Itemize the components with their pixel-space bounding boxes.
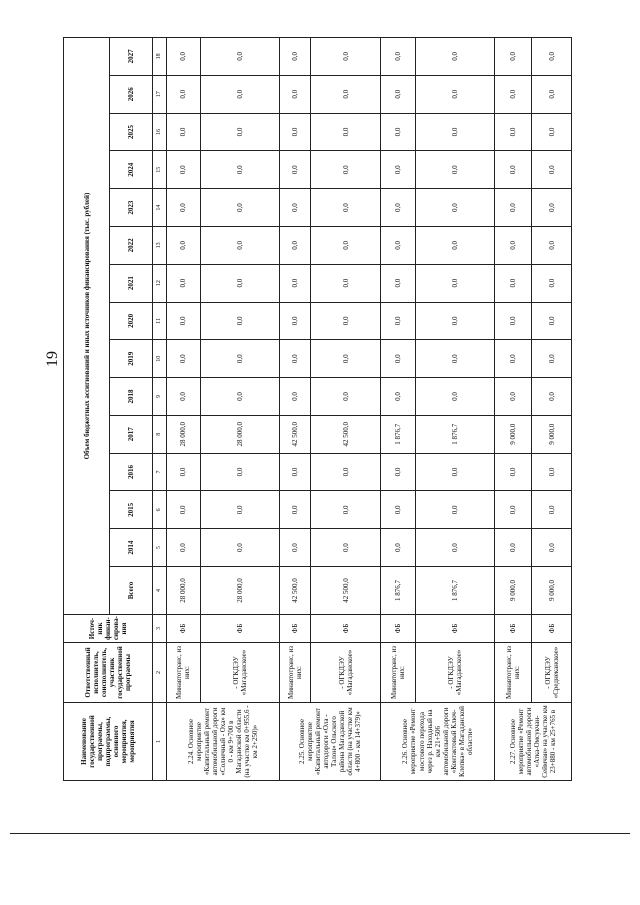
value-cell: 0,0 (494, 378, 532, 416)
value-cell: 0,0 (201, 340, 280, 378)
executor-cell: Минавтотранс, из них: (280, 643, 311, 703)
table-row-detail (532, 38, 572, 781)
header-year: 2016 (110, 453, 153, 491)
value-cell: 0,0 (280, 302, 311, 340)
column-index: 14 (153, 189, 167, 227)
source-cell: ФБ (280, 615, 311, 643)
value-cell: 0,0 (280, 453, 311, 491)
value-cell: 0,0 (415, 38, 494, 76)
value-cell: 0,0 (494, 453, 532, 491)
header-year: 2018 (110, 378, 153, 416)
value-cell: 0,0 (201, 302, 280, 340)
header-row-top (64, 38, 110, 781)
value-cell: 0,0 (494, 529, 532, 567)
value-cell: 0,0 (310, 529, 381, 567)
value-cell: 0,0 (310, 113, 381, 151)
value-cell: 42 500,0 (310, 567, 381, 615)
column-index: 3 (153, 615, 167, 643)
executor-cell: - ОГКДЭУ «Магаданское» (201, 643, 280, 703)
value-cell: 0,0 (415, 226, 494, 264)
column-index: 18 (153, 38, 167, 76)
value-cell: 0,0 (310, 491, 381, 529)
header-year: 2021 (110, 264, 153, 302)
table-row-detail (310, 38, 381, 781)
value-cell: 1 876,7 (415, 415, 494, 453)
column-index: 15 (153, 151, 167, 189)
value-cell: 0,0 (415, 264, 494, 302)
value-cell: 0,0 (166, 378, 200, 416)
value-cell: 0,0 (280, 529, 311, 567)
column-index: 13 (153, 226, 167, 264)
value-cell: 0,0 (280, 264, 311, 302)
value-cell: 0,0 (415, 529, 494, 567)
value-cell: 0,0 (532, 75, 572, 113)
value-cell: 0,0 (494, 340, 532, 378)
value-cell: 0,0 (494, 151, 532, 189)
value-cell: 0,0 (201, 264, 280, 302)
table-row-summary (494, 38, 532, 781)
value-cell: 0,0 (381, 378, 415, 416)
value-cell: 28 000,0 (166, 567, 200, 615)
value-cell: 0,0 (532, 38, 572, 76)
value-cell: 0,0 (381, 491, 415, 529)
column-index: 17 (153, 75, 167, 113)
value-cell: 0,0 (310, 264, 381, 302)
value-cell: 0,0 (415, 378, 494, 416)
value-cell: 0,0 (494, 113, 532, 151)
value-cell: 1 876,7 (381, 567, 415, 615)
column-index: 9 (153, 378, 167, 416)
financing-table (63, 37, 572, 781)
value-cell: 28 000,0 (201, 567, 280, 615)
value-cell: 0,0 (532, 189, 572, 227)
value-cell: 0,0 (166, 453, 200, 491)
executor-cell: - ОГКДЭУ «Магаданское» (415, 643, 494, 703)
value-cell: 0,0 (415, 453, 494, 491)
value-cell: 0,0 (415, 113, 494, 151)
value-cell: 0,0 (415, 151, 494, 189)
rotated-table-container (63, 37, 572, 781)
value-cell: 0,0 (532, 378, 572, 416)
value-cell: 0,0 (415, 302, 494, 340)
column-index: 1 (153, 703, 167, 781)
value-cell: 0,0 (381, 75, 415, 113)
value-cell: 0,0 (310, 38, 381, 76)
value-cell: 28 000,0 (201, 415, 280, 453)
value-cell: 0,0 (201, 113, 280, 151)
value-cell: 0,0 (494, 226, 532, 264)
header-group-title: Объем бюджетных ассигнований и иных источников финансирования (тыс. рублей) (64, 38, 110, 615)
source-cell: ФБ (494, 615, 532, 643)
value-cell: 0,0 (381, 453, 415, 491)
value-cell: 0,0 (201, 151, 280, 189)
measure-name: 2.26. Основное мероприятие «Ремонт мостового перехода через р. Находный на км 21+506 автомобильной дороги «Контактовый Ключ-Клепка» в Магаданской области» (381, 703, 494, 781)
value-cell: 42 500,0 (280, 415, 311, 453)
column-index: 12 (153, 264, 167, 302)
value-cell: 0,0 (166, 151, 200, 189)
header-source: Источ-ник финан-сирова-ния (64, 615, 153, 643)
value-cell: 0,0 (310, 75, 381, 113)
value-cell: 0,0 (532, 340, 572, 378)
column-index: 8 (153, 415, 167, 453)
value-cell: 0,0 (494, 491, 532, 529)
executor-cell: Минавтотранс, из них: (166, 643, 200, 703)
header-year: 2027 (110, 38, 153, 76)
column-index: 16 (153, 113, 167, 151)
header-year: 2025 (110, 113, 153, 151)
value-cell: 0,0 (532, 226, 572, 264)
value-cell: 0,0 (201, 226, 280, 264)
table-row-summary (381, 38, 415, 781)
source-cell: ФБ (166, 615, 200, 643)
value-cell: 0,0 (310, 378, 381, 416)
executor-cell: - ОГКДЭУ «Среднеканское» (532, 643, 572, 703)
value-cell: 0,0 (201, 529, 280, 567)
header-executor: Ответственный исполнитель, соисполнитель, участник государственной программы (64, 643, 153, 703)
value-cell: 1 876,7 (381, 415, 415, 453)
value-cell: 0,0 (201, 453, 280, 491)
value-cell: 0,0 (201, 491, 280, 529)
value-cell: 0,0 (532, 453, 572, 491)
value-cell: 0,0 (415, 189, 494, 227)
column-index: 5 (153, 529, 167, 567)
value-cell: 0,0 (280, 75, 311, 113)
value-cell: 0,0 (532, 529, 572, 567)
executor-cell: - ОГКДЭУ «Магаданское» (310, 643, 381, 703)
value-cell: 0,0 (415, 340, 494, 378)
value-cell: 0,0 (381, 340, 415, 378)
source-cell: ФБ (381, 615, 415, 643)
value-cell: 0,0 (280, 113, 311, 151)
value-cell: 0,0 (532, 151, 572, 189)
value-cell: 28 000,0 (166, 415, 200, 453)
source-cell: ФБ (310, 615, 381, 643)
value-cell: 0,0 (166, 529, 200, 567)
value-cell: 0,0 (280, 189, 311, 227)
header-year: 2024 (110, 151, 153, 189)
value-cell: 9 000,0 (532, 415, 572, 453)
value-cell: 9 000,0 (494, 567, 532, 615)
value-cell: 0,0 (494, 264, 532, 302)
value-cell: 42 500,0 (310, 415, 381, 453)
value-cell: 0,0 (201, 38, 280, 76)
measure-name: 2.25. Основное мероприятие «Капитальный ремонт автодороги «Ола - Талон» Ольского района Магаданской области (на участке км 4+800 - км 14+379)» (280, 703, 381, 781)
value-cell: 0,0 (280, 340, 311, 378)
value-cell: 0,0 (280, 226, 311, 264)
value-cell: 0,0 (166, 189, 200, 227)
value-cell: 0,0 (166, 491, 200, 529)
header-year: 2015 (110, 491, 153, 529)
value-cell: 0,0 (310, 189, 381, 227)
value-cell: 0,0 (381, 38, 415, 76)
header-year: 2020 (110, 302, 153, 340)
value-cell: 0,0 (280, 491, 311, 529)
value-cell: 0,0 (166, 264, 200, 302)
source-cell: ФБ (532, 615, 572, 643)
column-index: 7 (153, 453, 167, 491)
header-name: Наименование государственной программы, подпрограммы, основного мероприятия, мероприятия (64, 703, 153, 781)
header-year: 2019 (110, 340, 153, 378)
value-cell: 0,0 (381, 113, 415, 151)
value-cell: 0,0 (494, 189, 532, 227)
column-index: 11 (153, 302, 167, 340)
value-cell: 1 876,7 (415, 567, 494, 615)
value-cell: 42 500,0 (280, 567, 311, 615)
executor-cell: Минавтотранс, из них: (381, 643, 415, 703)
value-cell: 0,0 (310, 226, 381, 264)
header-year: 2023 (110, 189, 153, 227)
value-cell: 0,0 (381, 151, 415, 189)
table-row-detail (201, 38, 280, 781)
column-index: 6 (153, 491, 167, 529)
value-cell: 0,0 (310, 453, 381, 491)
value-cell: 9 000,0 (494, 415, 532, 453)
page-edge-line (10, 833, 630, 834)
table-row-summary (166, 38, 200, 781)
page-number: 19 (44, 351, 61, 367)
value-cell: 0,0 (381, 302, 415, 340)
table-row-detail (415, 38, 494, 781)
value-cell: 0,0 (166, 302, 200, 340)
value-cell: 0,0 (494, 302, 532, 340)
value-cell: 0,0 (494, 75, 532, 113)
value-cell: 0,0 (532, 302, 572, 340)
column-index: 4 (153, 567, 167, 615)
value-cell: 9 000,0 (532, 567, 572, 615)
value-cell: 0,0 (166, 75, 200, 113)
value-cell: 0,0 (201, 189, 280, 227)
measure-name: 2.27. Основное мероприятие «Ремонт автомобильной дороги «Атка-Омсукчан-Сеймчан» на участке км 23+880 - км 25+765 в (494, 703, 571, 781)
header-year: 2022 (110, 226, 153, 264)
document-table-frame (63, 37, 572, 781)
value-cell: 0,0 (381, 529, 415, 567)
source-cell: ФБ (415, 615, 494, 643)
value-cell: 0,0 (310, 151, 381, 189)
value-cell: 0,0 (280, 378, 311, 416)
value-cell: 0,0 (381, 189, 415, 227)
value-cell: 0,0 (280, 38, 311, 76)
value-cell: 0,0 (494, 38, 532, 76)
value-cell: 0,0 (532, 113, 572, 151)
table-row-summary (280, 38, 311, 781)
value-cell: 0,0 (381, 226, 415, 264)
value-cell: 0,0 (381, 264, 415, 302)
header-total: Всего (110, 567, 153, 615)
header-year: 2014 (110, 529, 153, 567)
measure-name: 2.24. Основное мероприятие «Капитальный ремонт автомобильной дороги «Солнечный - Оха» км 0 - км 9+700 в Магаданской области (на участке км 0+955,6 - км 2+250)» (166, 703, 279, 781)
value-cell: 0,0 (166, 113, 200, 151)
value-cell: 0,0 (310, 340, 381, 378)
executor-cell: Минавтотранс, из них: (494, 643, 532, 703)
header-year: 2026 (110, 75, 153, 113)
value-cell: 0,0 (166, 38, 200, 76)
column-index: 10 (153, 340, 167, 378)
value-cell: 0,0 (280, 151, 311, 189)
value-cell: 0,0 (415, 75, 494, 113)
value-cell: 0,0 (532, 264, 572, 302)
value-cell: 0,0 (166, 340, 200, 378)
value-cell: 0,0 (166, 226, 200, 264)
column-index: 2 (153, 643, 167, 703)
value-cell: 0,0 (415, 491, 494, 529)
value-cell: 0,0 (201, 378, 280, 416)
value-cell: 0,0 (201, 75, 280, 113)
value-cell: 0,0 (532, 491, 572, 529)
value-cell: 0,0 (310, 302, 381, 340)
header-index-row (153, 38, 167, 781)
source-cell: ФБ (201, 615, 280, 643)
header-year: 2017 (110, 415, 153, 453)
